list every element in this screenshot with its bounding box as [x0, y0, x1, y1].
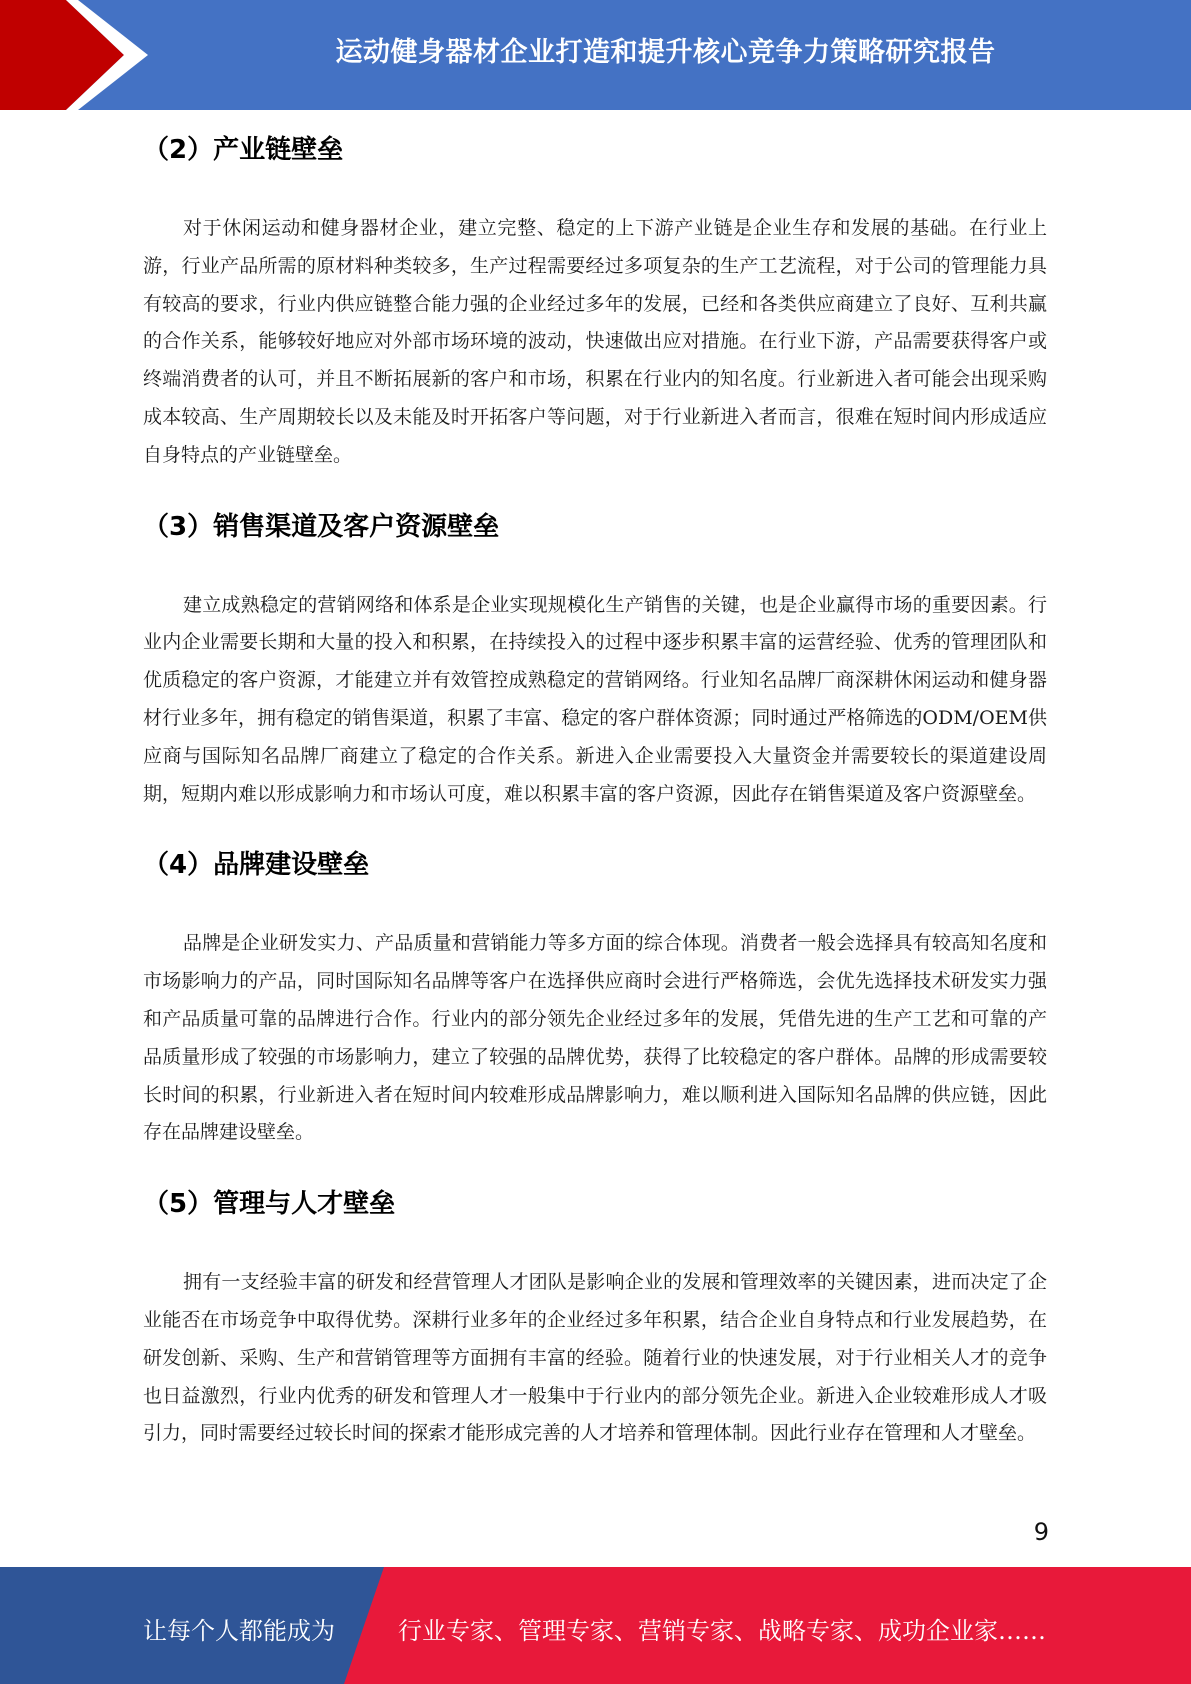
main-content — [143, 120, 1047, 1475]
section-paragraph: 品牌是企业研发实力、产品质量和营销能力等多方面的综合体现。消费者一般会选择具有较高知名度和市场影响力的产品，同时国际知名品牌等客户在选择供应商时会进行严格筛选，会优先选择技术研发实力强和产品质量可靠的品牌进行合作。行业内的部分领先企业经过多年的发展，凭借先进的生产工艺和可靠的产品质量形成了较强的市场影响力，建立了较强的品牌优势，获得了比较稳定的客户群体。品牌的形成需要较长时间的积累，行业新进入者在短时间内较难形成品牌影响力，难以顺利进入国际知名品牌的供应链，因此存在品牌建设壁垒。 — [143, 932, 1047, 1144]
footer-banner — [0, 1567, 1191, 1684]
section-industry-chain — [143, 120, 1047, 475]
section-heading: （3）销售渠道及客户资源壁垒 — [143, 511, 500, 542]
footer-slogan-left: 让每个人都能成为 — [143, 1617, 335, 1645]
footer-slogan-right: 行业专家、管理专家、营销专家、战略专家、成功企业家…… — [398, 1617, 1046, 1645]
report-title: 运动健身器材企业打造和提升核心竞争力策略研究报告 — [335, 37, 996, 68]
section-paragraph: 拥有一支经验丰富的研发和经营管理人才团队是影响企业的发展和管理效率的关键因素，进而决定了企业能否在市场竞争中取得优势。深耕行业多年的企业经过多年积累，结合企业自身特点和行业发展趋势，在研发创新、采购、生产和营销管理等方面拥有丰富的经验。随着行业的快速发展，对于行业相关人才的竞争也日益激烈，行业内优秀的研发和管理人才一般集中于行业内的部分领先企业。新进入企业较难形成人才吸引力，同时需要经过较长时间的探索才能形成完善的人才培养和管理体制。因此行业存在管理和人才壁垒。 — [143, 1271, 1047, 1445]
section-brand — [143, 835, 1047, 1152]
arrow-icon — [0, 0, 160, 110]
section-heading: （4）品牌建设壁垒 — [143, 850, 370, 881]
section-management-talent — [143, 1174, 1047, 1453]
section-paragraph: 对于休闲运动和健身器材企业，建立完整、稳定的上下游产业链是企业生存和发展的基础。在行业上游，行业产品所需的原材料种类较多，生产过程需要经过多项复杂的生产工艺流程，对于公司的管理能力具有较高的要求，行业内供应链整合能力强的企业经过多年的发展，已经和各类供应商建立了良好、互利共赢的合作关系，能够较好地应对外部市场环境的波动，快速做出应对措施。在行业下游，产品需要获得客户或终端消费者的认可，并且不断拓展新的客户和市场，积累在行业内的知名度。行业新进入者可能会出现采购成本较高、生产周期较长以及未能及时开拓客户等问题，对于行业新进入者而言，很难在短时间内形成适应自身特点的产业链壁垒。 — [143, 217, 1047, 466]
header-banner — [0, 0, 1191, 110]
section-paragraph: 建立成熟稳定的营销网络和体系是企业实现规模化生产销售的关键，也是企业赢得市场的重要因素。行业内企业需要长期和大量的投入和积累，在持续投入的过程中逐步积累丰富的运营经验、优秀的管理团队和优质稳定的客户资源，才能建立并有效管控成熟稳定的营销网络。行业知名品牌厂商深耕休闲运动和健身器材行业多年，拥有稳定的销售渠道，积累了丰富、稳定的客户群体资源；同时通过严格筛选的ODM/OEM供应商与国际知名品牌厂商建立了稳定的合作关系。新进入企业需要投入大量资金并需要较长的渠道建设周期，短期内难以形成影响力和市场认可度，难以积累丰富的客户资源，因此存在销售渠道及客户资源壁垒。 — [143, 593, 1047, 805]
section-heading: （2）产业链壁垒 — [143, 135, 344, 165]
section-heading: （5）管理与人才壁垒 — [143, 1189, 396, 1220]
page-number: 9 — [1033, 1518, 1049, 1546]
section-sales-channel — [143, 497, 1047, 814]
